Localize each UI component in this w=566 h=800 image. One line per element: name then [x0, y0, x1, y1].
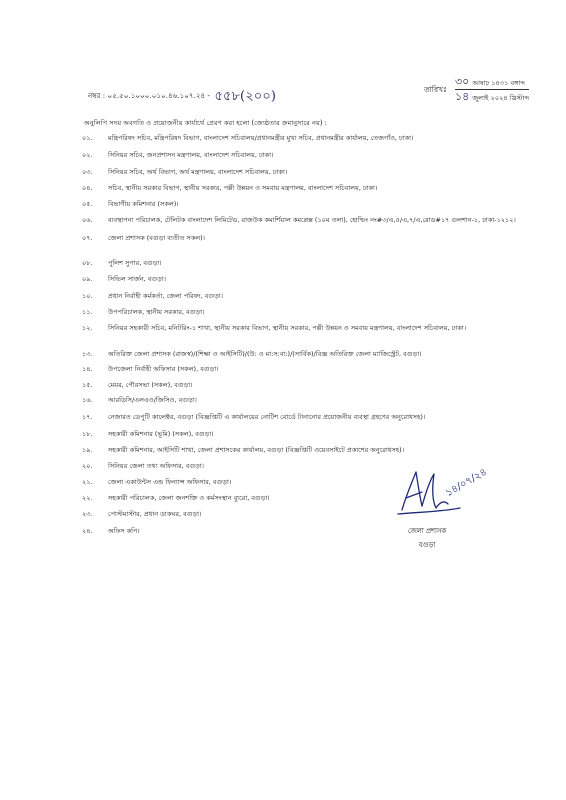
- recipient-number: ০৭.: [82, 234, 93, 242]
- recipient-text: প্রধান নির্বাহী কর্মকর্তা, জেলা পরিষদ, বগুড়া।: [108, 292, 223, 300]
- recipient-text: সিনিয়র সহকারী সচিব, মনিটরিং-১ শাখা, স্থানীয় সরকার বিভাগ, স্থানীয় সরকার, পল্লী উন্নয়ন ও সমবায় মন্ত্রণালয়, বাংলাদেশ সচিবালয়, ঢাকা।: [108, 324, 467, 332]
- recipient-text: জেলা একাউন্টস এন্ড ফিন্যান্স অফিসার, বগুড়া।: [108, 478, 232, 486]
- recipient-text: সচিব, স্থানীয় সরকার বিভাগ, স্থানীয় সরকার, পল্লী উন্নয়ন ও সমবায় মন্ত্রণালয়, বাংলাদেশ সচিবালয়, ঢাকা।: [108, 184, 378, 192]
- date-bangla-rest: আষাঢ় ১৪৩১ বঙ্গাব্দ: [472, 79, 526, 87]
- recipient-text: সিনিয়র সচিব, অর্থ বিভাগ, অর্থ মন্ত্রণালয়, বাংলাদেশ সচিবালয়, ঢাকা।: [108, 168, 288, 176]
- recipient-text: মেয়র, পৌরসভা (সকল), বগুড়া।: [108, 381, 193, 389]
- recipient-text: উপজেলা নির্বাহী অফিসার (সকল), বগুড়া।: [108, 365, 219, 373]
- recipient-text: মন্ত্রিপরিষদ সচিব, মন্ত্রিপরিষদ বিভাগ, বাংলাদেশ সচিবালয়/প্রধানমন্ত্রীর মুখ্য সচিব, প্রধানমন্ত্রীর কার্যালয়, তেজগাঁও, ঢাকা।: [108, 134, 414, 142]
- date-english-rest: জুলাই ২০২৪ খ্রিস্টাব্দ: [472, 94, 530, 102]
- date-label: তারিখঃ: [424, 85, 447, 94]
- date-bangla-day: ৩০: [455, 75, 470, 88]
- memo-number: [88, 85, 276, 106]
- recipient-number: ১৭.: [82, 413, 93, 421]
- date-block: [455, 75, 529, 105]
- recipient-text: সিনিয়র সচিব, জনপ্রশাসন মন্ত্রণালয়, বাংলাদেশ সচিবালয়, ঢাকা।: [108, 151, 274, 159]
- signatory-block: [397, 524, 457, 552]
- recipient-text: সহকারী কমিশনার, আইসিটি শাখা, জেলা প্রশাসকের কার্যালয়, বগুড়া (বিজ্ঞপ্তিটি ওয়েবসাইটে প্রকাশের অনুরোধসহ)।: [108, 446, 405, 454]
- recipient-text: পোস্টমাস্টার, প্রধান ডাকঘর, বগুড়া।: [108, 510, 202, 518]
- recipient-text: সিনিয়র জেলা তথ্য অফিসার, বগুড়া।: [108, 462, 205, 470]
- recipient-text: আরডিসি/এলএও/জিসিও, বগুড়া।: [108, 396, 197, 404]
- date-english: [455, 90, 529, 105]
- memo-serial-handwritten: ৫৫৮(২০০): [214, 89, 277, 104]
- recipient-number: ১৪.: [82, 365, 93, 373]
- recipient-number: ১৬.: [82, 396, 93, 404]
- recipient-number: ১০.: [82, 292, 93, 300]
- recipient-number: ১৮.: [82, 430, 93, 438]
- signatory-place: বগুড়া: [418, 541, 436, 549]
- recipient-text: বিভাগীয় কমিশনার (সকল)।: [108, 200, 179, 208]
- recipient-number: ১৯.: [82, 446, 93, 454]
- date-english-day: ১৪: [455, 90, 470, 103]
- memo-number-text: নম্বর : ০৫.৫০.১০০০.০১০.৪৬.১০৭.২৪ -: [88, 92, 211, 100]
- recipient-number: ১১.: [82, 308, 93, 316]
- recipient-text: উপপরিচালক, স্থানীয় সরকার, বগুড়া।: [108, 308, 205, 316]
- signature-date: ১৪/০৭/২৪: [443, 466, 489, 500]
- recipient-number: ০১.: [82, 134, 93, 142]
- date-bangla: [455, 75, 529, 90]
- recipient-number: ০৪.: [82, 184, 93, 192]
- recipient-number: ০৩.: [82, 168, 93, 176]
- recipient-number: ০৮.: [82, 259, 93, 267]
- recipient-number: ১৫.: [82, 381, 93, 389]
- recipient-number: ২২.: [82, 494, 93, 502]
- recipient-text: সহকারী পরিচালক, জেলা জনশক্তি ও কর্মসংস্থান ব্যুরো, বগুড়া।: [108, 494, 270, 502]
- recipient-number: ২৩.: [82, 510, 93, 518]
- signatory-designation: জেলা প্রশাসক: [407, 527, 447, 535]
- recipient-number: ১৩.: [82, 350, 93, 358]
- recipient-number: ০৫.: [82, 200, 93, 208]
- recipient-text: সহকারী কমিশনার (ভূমি) (সকল), বগুড়া।: [108, 430, 214, 438]
- recipient-number: ০২.: [82, 151, 93, 159]
- recipient-text: জেলা প্রশাসক (বগুড়া ব্যতীত সকল)।: [108, 234, 205, 242]
- signature: [388, 462, 508, 522]
- recipient-text: অতিরিক্ত জেলা প্রশাসক (রাজস্ব)/(শিক্ষা ও আইসিটি)/(উ: ও মা:স:বা:)/(সার্বিক)/বিজ্ঞ অতিরিক্ত জেলা ম্যাজিস্ট্রেট, বগুড়া।: [108, 350, 422, 358]
- recipient-number: ২০.: [82, 462, 93, 470]
- intro-text: অনুলিপি সদয় অবগতি ও প্রয়োজনীয় কার্যার্থে প্রেরণ করা হলো (জ্যেষ্ঠতার ক্রমানুসারে নয়) :: [84, 119, 327, 127]
- recipient-text: ব্যবস্থাপনা পরিচালক, টেলিটক বাংলাদেশ লিমিটেড, রাজউক কমার্শিয়াল কমপ্লেক্স (১০ম তলা), হোল্ডিং নং#৩/এ,৫/এ,৭/এ,রোড#১৭ গুলশান-১, ঢাকা-১২১২।: [108, 216, 516, 224]
- recipient-text: নেজারত ডেপুটি কালেক্টর, বগুড়া (বিজ্ঞপ্তিটি এ কার্যালয়ের নোটিশ বোর্ডে টানানোর প্রয়োজনীয় ব্যবস্থা গ্রহণের অনুরোধসহ)।: [108, 413, 426, 421]
- recipient-text: অফিস কপি।: [108, 527, 140, 535]
- recipient-number: ০৬.: [82, 216, 93, 224]
- recipient-number: ১২.: [82, 324, 93, 332]
- recipient-number: ২১.: [82, 478, 93, 486]
- recipient-text: সিভিল সার্জন, বগুড়া।: [108, 275, 167, 283]
- recipient-number: ০৯.: [82, 275, 93, 283]
- recipient-text: পুলিশ সুপার, বগুড়া।: [108, 259, 162, 267]
- recipient-number: ২৪.: [82, 527, 93, 535]
